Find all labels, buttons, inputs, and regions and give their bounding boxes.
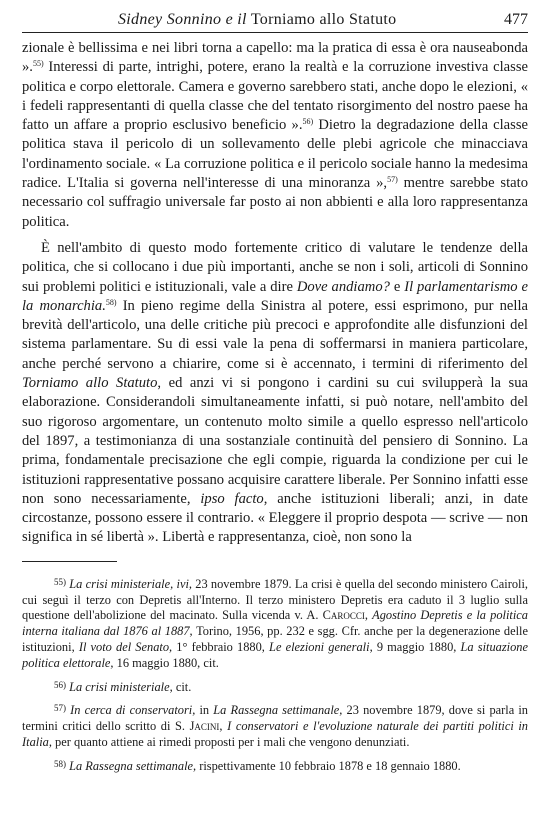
footnote-57: $^{57)}$ In cerca di conservatori, in La Rassegna settimanale, 23 novembre 1879, dove si parla in termini critici dello scritto di S. Jacini, I conservatori e l'evoluzione naturale dei partiti politici in Italia, per quanto attiene ai rimedi proposti per i mali che vengono denunziati.: [22, 703, 529, 749]
footnote-number: 55): [54, 576, 66, 587]
page-number: 477: [504, 11, 528, 28]
footnote-ref-55[interactable]: 55): [32, 59, 44, 69]
footnote-number: 56): [54, 679, 66, 690]
work-title-torniamo: Torniamo allo Statuto: [22, 375, 158, 392]
footnote-ref-57[interactable]: 57): [387, 175, 398, 185]
footnote-56: $^{56)}$ La crisi ministeriale, cit.: [54, 679, 192, 694]
main-text: [22, 39, 528, 548]
article-title-dove-andiamo: Dove andiamo?: [296, 278, 390, 295]
running-title: [118, 11, 396, 29]
footnote-58: $^{58)}$ La Rassegna settimanale, rispettivamente 10 febbraio 1878 e 18 gennaio 1880.: [54, 758, 461, 773]
paragraph-main: È nell'ambito di questo modo fortemente critico di valutare le tendenze della politica, che si collocano i due più importanti, anche se non i soli, articoli di Sonnino sui problemi politici e istituzionali, vale a dire Dove andiamo? e Il parlamentarismo e la monarchia.$^{58)}$ In pieno regime della Sinistra al potere, essi esprimono, pur nella brevità dell'articolo, una delle critiche più precoci e approfondite alle disfunzioni del sistema parlamentare. Su di essi vale la pena di soffermarsi in maniera particolare, anche perché servono a chiarire, come si è accennato, i termini di riferimento del Torniamo allo Statuto, ed anzi vi si pongono i cardini su cui svilupperà la sua elaborazione. Considerandoli simultaneamente infatti, si può notare, nell'ambito del suo rigoroso argomentare, un contenuto molto simile a quello espresso nell'articolo del 1897, a testimonianza di una sostanziale continuità del pensiero di Sonnino. La prima, fondamentale precisazione che egli compie, riguarda la condizione per cui le istituzioni rappresentative possano acquisire carattere liberale. Per Sonnino infatti esse non sono necessariamente, ipso facto, anche istituzioni liberali; anzi, in date circostanze, possono essere il contrario. « Eleggere il proprio despota — scrive — non significa in sé libertà ». Libertà e rappresentanza, cioè, non sono la: [22, 239, 529, 546]
footnote-number: 58): [54, 758, 66, 769]
footnote-separator: [22, 561, 117, 562]
paragraph-continuation: zionale è bellissima e nei libri torna a capello: ma la pratica di essa è ora nauseabonda ».$^{55)}$ Interessi di parte, intrighi, potere, erano la realtà e la corruzione investiva classe politica e corpo elettorale. Camera e governo sarebbero stati, anche dopo le elezioni, « i fedeli rappresentanti di quella classe che del tentato risorgimento del nostro paese ha fatto un affare a proprio esclusivo beneficio ».$^{56)}$ Dietro la degradazione della classe politica stava il pericolo di un sollevamento delle plebi agricole che minacciava l'ordinamento sociale. « La corruzione politica e il pericolo sociale hanno la medesima radice. L'Italia si governa nell'interesse di una minoranza »,$^{57)}$ mentre sarebbe stato necessario col suffragio universale far posto ai non abbienti e alla loro rappresentanza politica.: [22, 40, 528, 230]
footnote-number: 57): [54, 703, 66, 714]
running-title-roman: Torniamo allo Statuto: [250, 11, 397, 28]
footnote-ref-56[interactable]: 56): [302, 117, 314, 127]
footnote-55: $^{55)}$ La crisi ministeriale, ivi, 23 novembre 1879. La crisi è quella del secondo ministero Cairoli, cui seguì il terzo con Depretis all'Interno. Il terzo ministero Depretis era caduto il 3 luglio sulla questione dell'abolizione del macinato. Sulla vicenda v. A. Carocci, Agostino Depretis e la politica interna italiana dal 1876 al 1887, Torino, 1956, pp. 232 e sgg. Cfr. anche per la degenerazione delle istituzioni, Il voto del Senato, 1° febbraio 1880, Le elezioni generali, 9 maggio 1880, La situazione politica elettorale, 16 maggio 1880, cit.: [22, 576, 529, 670]
article-title-parlamentarismo: Il parlamentarismo e la monarchia.: [22, 278, 528, 314]
book-page: [22, 10, 528, 782]
footnotes: [22, 577, 528, 775]
footnote-ref-58[interactable]: 58): [105, 297, 117, 307]
running-title-italic: Sidney Sonnino e il: [118, 11, 247, 28]
latin-phrase: ipso facto: [200, 490, 264, 507]
running-header: [22, 10, 528, 33]
